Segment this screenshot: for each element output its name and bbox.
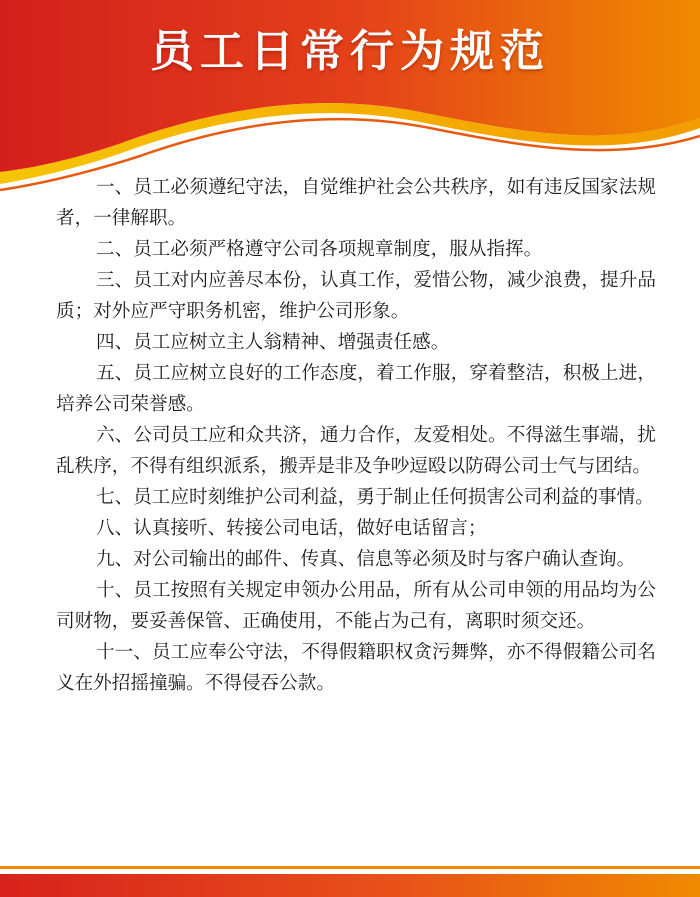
rule-item-11: 十一、员工应奉公守法，不得假籍职权贪污舞弊，亦不得假籍公司名义在外招摇撞骗。不得侵吞公款。 [56, 642, 656, 694]
rule-item-1: 一、员工必须遵纪守法，自觉维护社会公共秩序，如有违反国家法规者，一律解职。 [56, 177, 656, 229]
rule-item-10: 十、员工按照有关规定申领办公用品，所有从公司申领的用品均为公司财物，要妥善保管、正确使用，不能占为己有，离职时须交还。 [56, 580, 656, 632]
rule-item-3: 三、员工对内应善尽本份，认真工作，爱惜公物，减少浪费，提升品质；对外应严守职务机密，维护公司形象。 [56, 270, 656, 322]
rule-item-2: 二、员工必须严格遵守公司各项规章制度，服从指挥。 [96, 239, 543, 260]
footer-band [0, 874, 700, 897]
rule-item-8: 八、认真接听、转接公司电话，做好电话留言； [96, 518, 487, 539]
rule-item-9: 九、对公司输出的邮件、传真、信息等必须及时与客户确认查询。 [96, 549, 636, 570]
rule-item-4: 四、员工应树立主人翁精神、增强责任感。 [96, 332, 450, 353]
page-title: 员工日常行为规范 [150, 26, 550, 77]
rule-item-7: 七、员工应时刻维护公司利益，勇于制止任何损害公司利益的事情。 [96, 487, 654, 508]
rules-list [56, 172, 656, 699]
rule-item-6: 六、公司员工应和众共济，通力合作，友爱相处。不得滋生事端，扰乱秩序，不得有组织派系，搬弄是非及争吵逗殴以防碍公司士气与团结。 [56, 425, 656, 477]
rule-item-5: 五、员工应树立良好的工作态度，着工作服，穿着整洁，积极上进，培养公司荣誉感。 [56, 363, 656, 415]
footer-stripe [0, 866, 700, 869]
